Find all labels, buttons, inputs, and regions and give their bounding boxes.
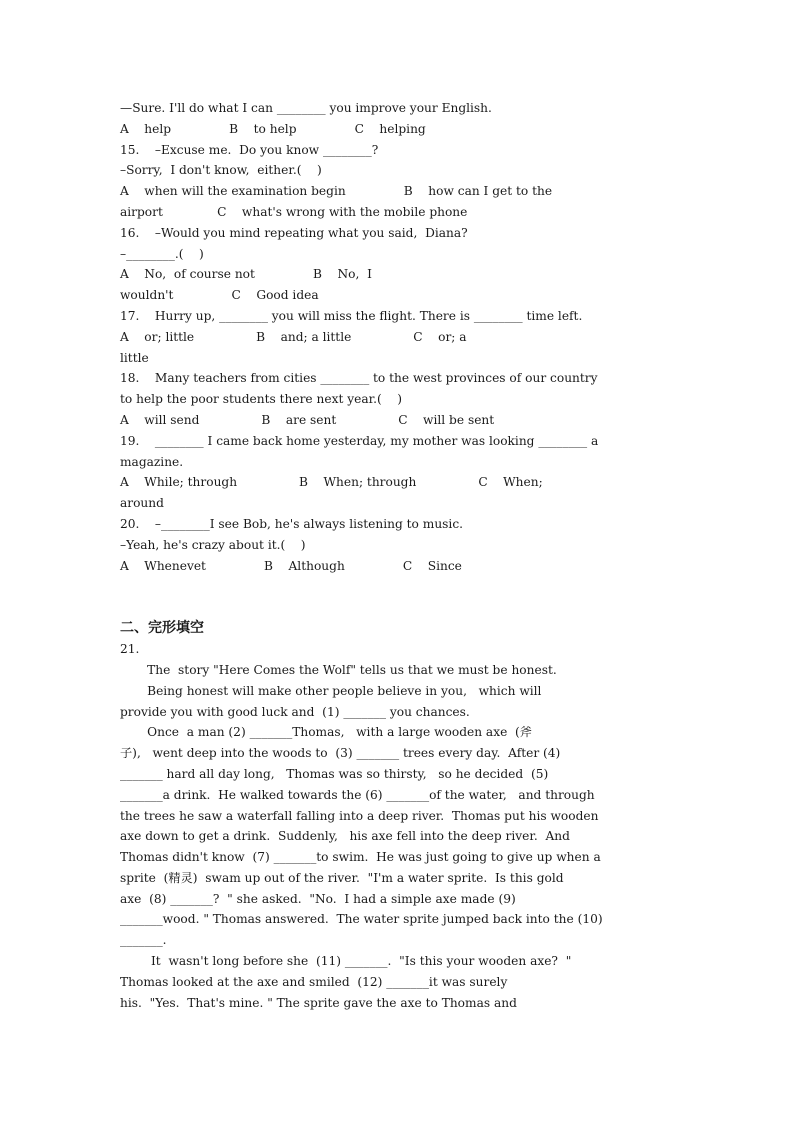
passage-line: sprite (精灵) swam up out of the river. "I'm a water sprite. Is this gold — [120, 870, 564, 885]
answer-options: wouldn't C Good idea — [120, 288, 319, 303]
text-line: to help the poor students there next year.( ) — [120, 392, 402, 407]
text-line: –________.( ) — [120, 246, 204, 261]
answer-options: airport C what's wrong with the mobile phone — [120, 204, 468, 219]
passage-line: _______. — [120, 933, 167, 948]
passage-line: _______ hard all day long, Thomas was so thirsty, so he decided (5) — [120, 766, 549, 781]
answer-options: A when will the examination begin B how can I get to the — [120, 184, 553, 199]
text-line: –Yeah, he's crazy about it.( ) — [120, 537, 306, 552]
answer-options: A help B to help C helping — [120, 121, 426, 136]
passage-line: axe down to get a drink. Suddenly, his axe fell into the deep river. And — [120, 829, 570, 844]
passage-line: _______a drink. He walked towards the (6) _______of the water, and through — [120, 787, 595, 802]
answer-options: A will send B are sent C will be sent — [120, 412, 495, 427]
question-19: 19. ________ I came back home yesterday, my mother was looking ________ a — [120, 433, 599, 448]
passage-line: Once a man (2) _______Thomas, with a large wooden axe (斧 — [120, 725, 532, 740]
answer-options: A Whenevet B Although C Since — [120, 558, 462, 573]
passage-line: axe (8) _______? " she asked. "No. I had a simple axe made (9) — [120, 891, 516, 906]
passage-line: Being honest will make other people believe in you, which will — [120, 683, 542, 698]
question-18: 18. Many teachers from cities ________ to the west provinces of our country — [120, 371, 598, 386]
question-17: 17. Hurry up, ________ you will miss the flight. There is ________ time left. — [120, 308, 583, 323]
passage-line: The story "Here Comes the Wolf" tells us that we must be honest. — [120, 662, 557, 677]
passage-line: _______wood. " Thomas answered. The water sprite jumped back into the (10) — [120, 912, 603, 927]
passage-line: the trees he saw a waterfall falling into a deep river. Thomas put his wooden — [120, 808, 599, 823]
passage-line: 子), went deep into the woods to (3) _______ trees every day. After (4) — [120, 746, 561, 761]
question-15: 15. –Excuse me. Do you know ________? — [120, 142, 379, 157]
text-line: magazine. — [120, 454, 184, 469]
section-spacer — [120, 576, 680, 618]
question-16: 16. –Would you mind repeating what you said, Diana? — [120, 225, 468, 240]
passage-line: his. "Yes. That's mine. " The sprite gave the axe to Thomas and — [120, 995, 517, 1010]
answer-options: little — [120, 350, 149, 365]
answer-options: A No, of course not B No, I — [120, 267, 372, 282]
text-line: —Sure. I'll do what I can ________ you improve your English. — [120, 101, 492, 115]
passage-line: It wasn't long before she (11) _______. "Is this your wooden axe? " — [120, 954, 572, 969]
answer-options: A While; through B When; through C When; — [120, 475, 543, 490]
text-line: –Sorry, I don't know, either.( ) — [120, 163, 322, 178]
document-page — [120, 98, 680, 1013]
section-title: 二、完形填空 — [120, 620, 204, 637]
question-number: 21. — [120, 642, 140, 657]
passage-line: provide you with good luck and (1) _______ you chances. — [120, 704, 470, 719]
answer-options: A or; little B and; a little C or; a — [120, 329, 467, 344]
answer-options: around — [120, 496, 164, 511]
cloze-passage — [120, 660, 680, 1014]
question-20: 20. –________I see Bob, he's always listening to music. — [120, 516, 464, 531]
passage-line: Thomas didn't know (7) _______to swim. He was just going to give up when a — [120, 850, 601, 865]
passage-line: Thomas looked at the axe and smiled (12) _______it was surely — [120, 974, 508, 989]
multiple-choice-section — [120, 98, 680, 576]
